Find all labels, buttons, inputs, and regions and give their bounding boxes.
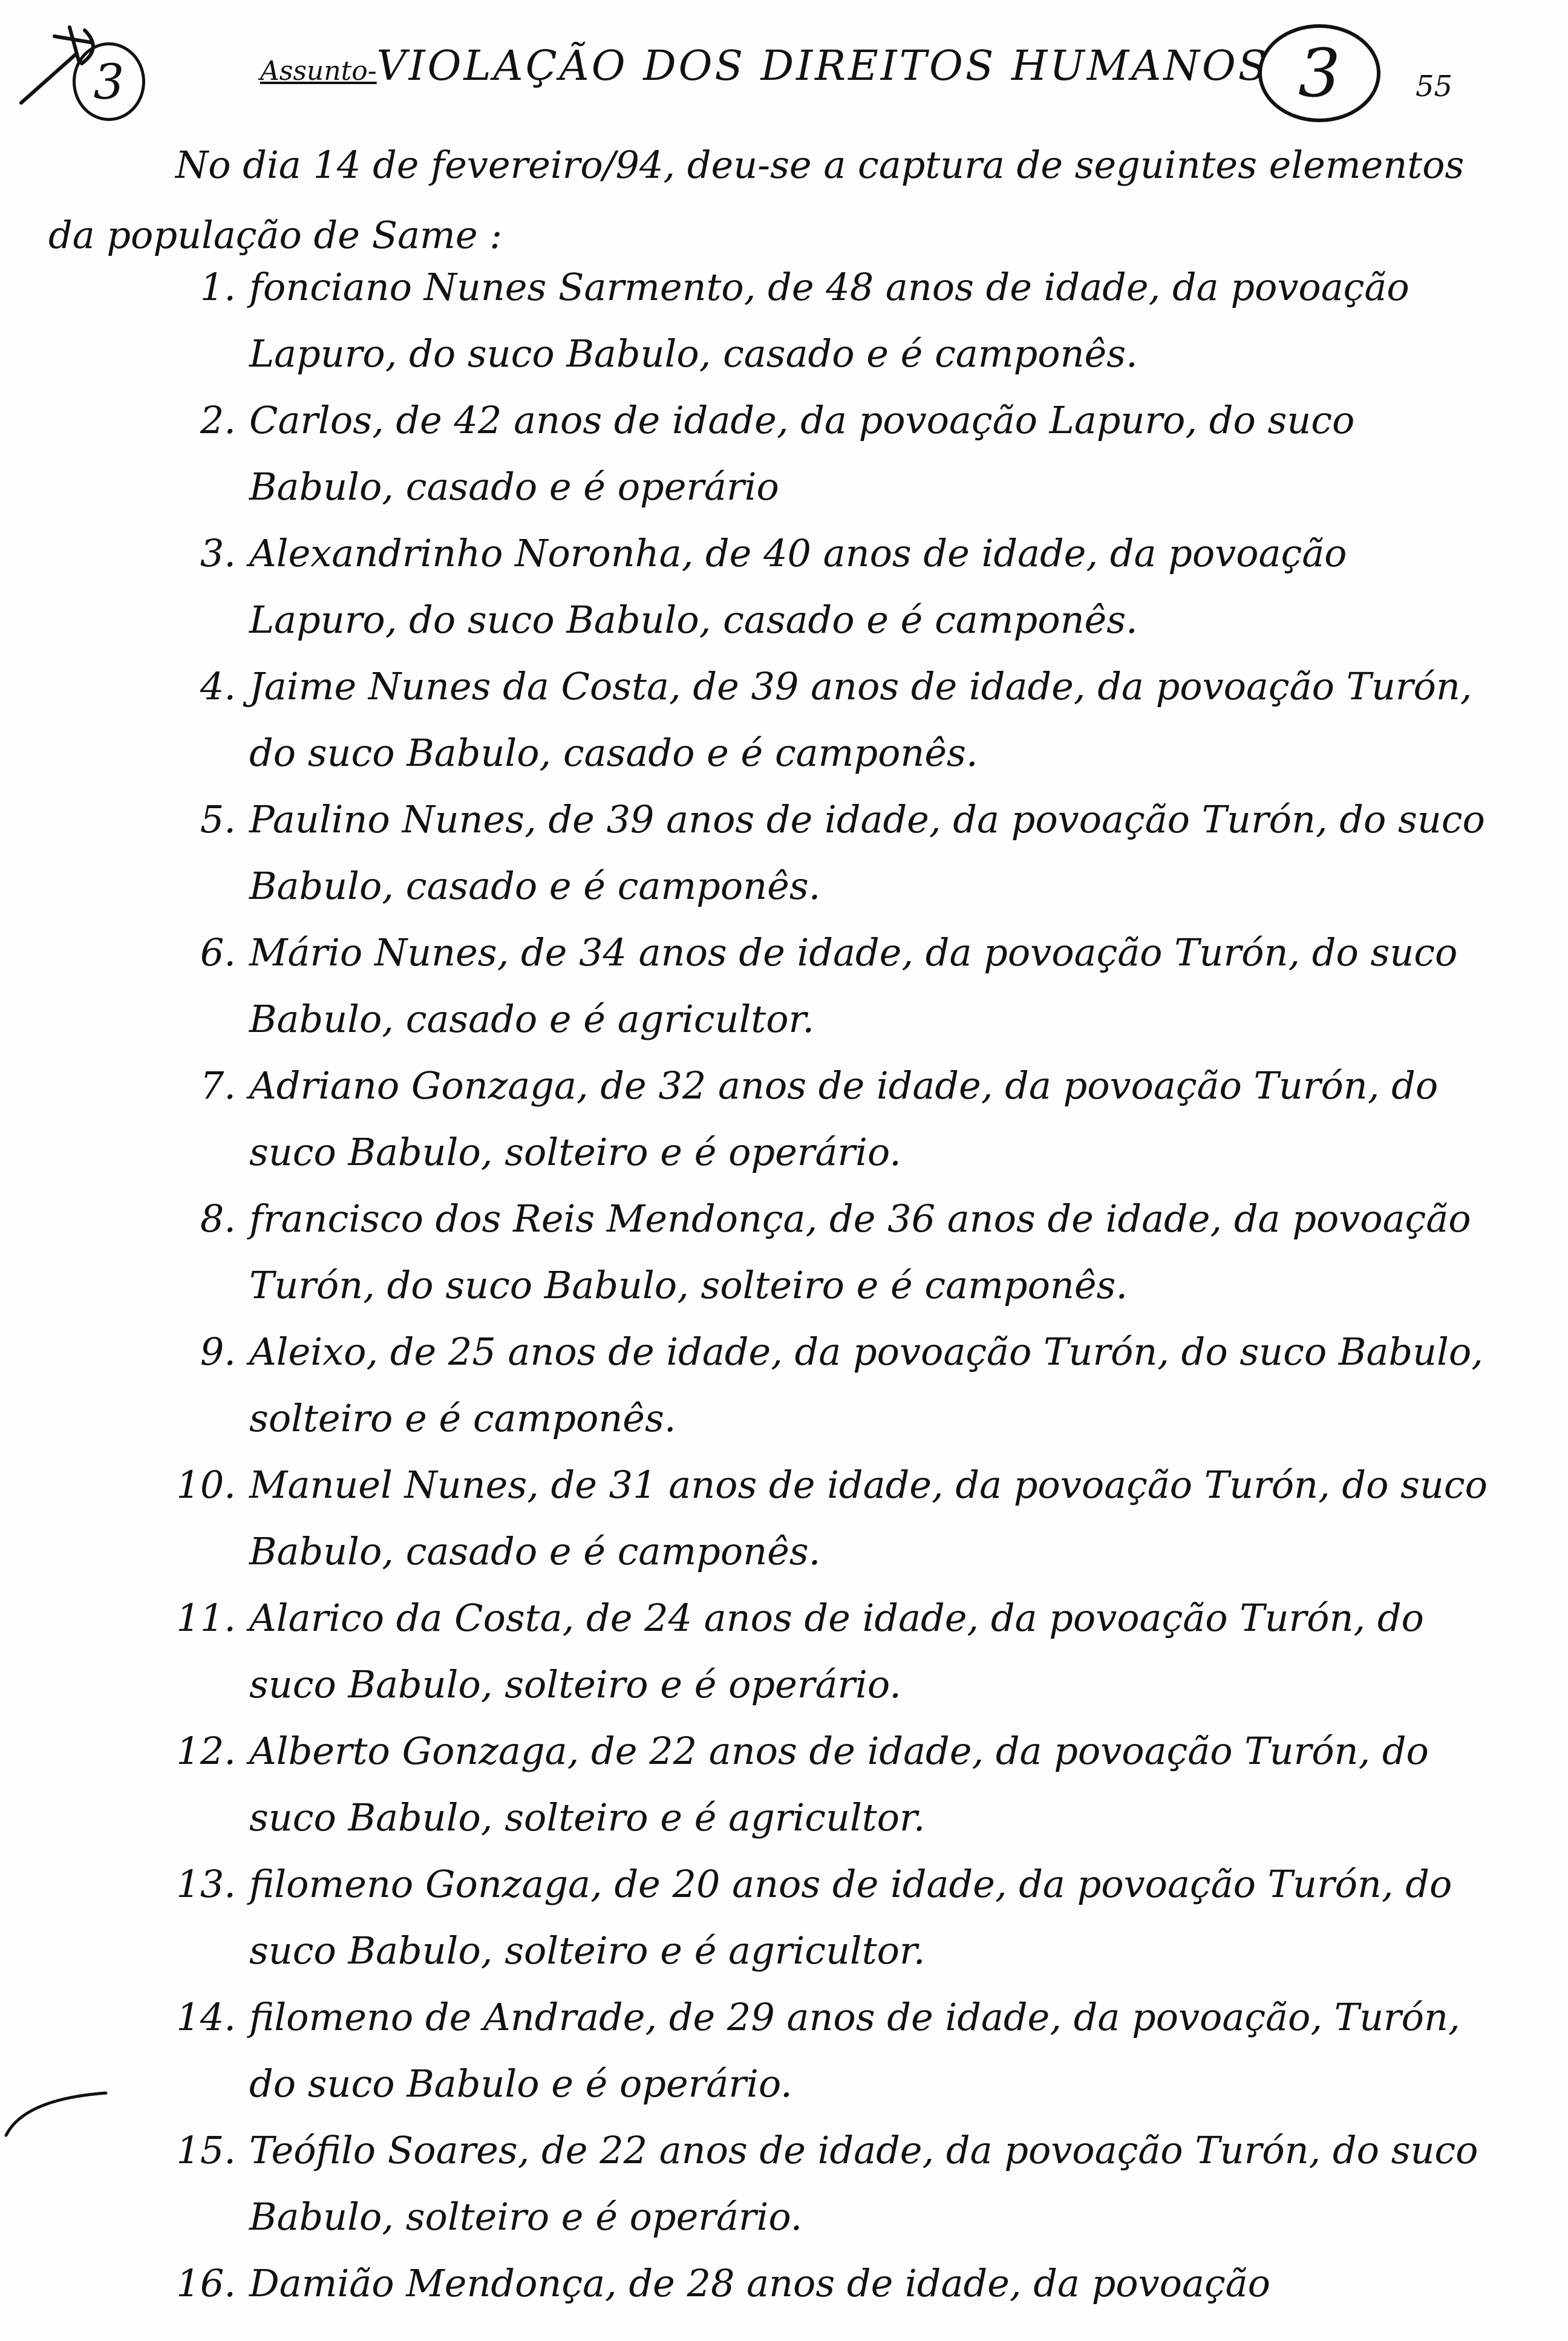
item-text: Damião Mendonça, de 28 anos de idade, da povoação bbox=[249, 2261, 1270, 2305]
list-item bbox=[169, 254, 1500, 387]
list-item bbox=[169, 1319, 1500, 1452]
item-number: 12. bbox=[176, 1729, 236, 1773]
item-number: 10. bbox=[176, 1463, 236, 1507]
document-header bbox=[260, 42, 1269, 90]
item-text: Adriano Gonzaga, de 32 anos de idade, da povoação Turón, do suco Babulo, solteiro e é operário. bbox=[249, 1063, 1439, 1174]
detainee-list bbox=[169, 254, 1500, 2317]
list-item bbox=[169, 1186, 1500, 1319]
item-number: 9. bbox=[200, 1330, 236, 1374]
item-number: 4. bbox=[200, 664, 236, 708]
item-text: Paulino Nunes, de 39 anos de idade, da povoação Turón, do suco Babulo, casado e é camponês. bbox=[249, 797, 1485, 908]
item-number: 6. bbox=[200, 930, 236, 975]
item-text: fonciano Nunes Sarmento, de 48 anos de idade, da povoação Lapuro, do suco Babulo, casado e é camponês. bbox=[249, 265, 1410, 376]
list-item bbox=[169, 653, 1500, 786]
intro-paragraph: No dia 14 de fevereiro/94, deu-se a captura de seguintes elementos da população de Same : bbox=[48, 143, 1465, 257]
list-item bbox=[169, 520, 1500, 653]
item-number: 14. bbox=[176, 1995, 236, 2039]
item-number: 1. bbox=[200, 265, 236, 309]
item-number: 3. bbox=[200, 531, 236, 575]
list-item bbox=[169, 387, 1500, 520]
item-text: francisco dos Reis Mendonça, de 36 anos de idade, da povoação Turón, do suco Babulo, solteiro e é camponês. bbox=[249, 1197, 1471, 1307]
item-number: 7. bbox=[200, 1063, 236, 1108]
item-text: Carlos, de 42 anos de idade, da povoação Lapuro, do suco Babulo, casado e é operário bbox=[249, 398, 1355, 509]
item-text: Manuel Nunes, de 31 anos de idade, da povoação Turón, do suco Babulo, casado e é camponês. bbox=[249, 1463, 1488, 1573]
subject-label: Assunto- bbox=[260, 56, 377, 87]
list-item bbox=[169, 2117, 1500, 2250]
list-item bbox=[169, 786, 1500, 919]
item-text: Teófilo Soares, de 22 anos de idade, da povoação Turón, do suco Babulo, solteiro e é operário. bbox=[249, 2128, 1478, 2239]
list-item bbox=[169, 1585, 1500, 1718]
list-item bbox=[169, 919, 1500, 1053]
item-text: Alberto Gonzaga, de 22 anos de idade, da povoação Turón, do suco Babulo, solteiro e é agricultor. bbox=[249, 1729, 1429, 1840]
list-item bbox=[169, 1984, 1500, 2117]
list-item bbox=[169, 2250, 1500, 2317]
item-text: Alexandrinho Noronha, de 40 anos de idade, da povoação Lapuro, do suco Babulo, casado e é camponês. bbox=[249, 531, 1347, 642]
item-number: 8. bbox=[200, 1197, 236, 1241]
item-number: 16. bbox=[176, 2261, 236, 2305]
item-text: filomeno Gonzaga, de 20 anos de idade, da povoação Turón, do suco Babulo, solteiro e é agricultor. bbox=[249, 1862, 1452, 1973]
item-text: Mário Nunes, de 34 anos de idade, da povoação Turón, do suco Babulo, casado e é agricultor. bbox=[249, 930, 1458, 1041]
circled-number-right-text: 3 bbox=[1298, 34, 1341, 112]
item-number: 13. bbox=[176, 1862, 236, 1906]
item-text: Aleixo, de 25 anos de idade, da povoação Turón, do suco Babulo, solteiro e é camponês. bbox=[249, 1330, 1483, 1440]
circled-number-right bbox=[1258, 24, 1380, 122]
margin-stroke-icon bbox=[0, 2081, 109, 2153]
item-text: filomeno de Andrade, de 29 anos de idade, da povoação, Turón, do suco Babulo e é operário. bbox=[249, 1995, 1460, 2106]
circled-number-left-text: 3 bbox=[93, 53, 125, 110]
list-item bbox=[169, 1851, 1500, 1984]
item-number: 5. bbox=[200, 797, 236, 841]
item-number: 11. bbox=[176, 1596, 236, 1640]
circled-number-left bbox=[73, 42, 145, 121]
list-item bbox=[169, 1718, 1500, 1851]
item-number: 15. bbox=[176, 2128, 236, 2172]
item-text: Alarico da Costa, de 24 anos de idade, da povoação Turón, do suco Babulo, solteiro e é operário. bbox=[249, 1596, 1424, 1706]
item-text: Jaime Nunes da Costa, de 39 anos de idade, da povoação Turón, do suco Babulo, casado e é camponês. bbox=[249, 664, 1472, 775]
document-title: VIOLAÇÃO DOS DIREITOS HUMANOS bbox=[376, 42, 1269, 90]
page-number: 55 bbox=[1416, 70, 1453, 103]
list-item bbox=[169, 1053, 1500, 1186]
item-number: 2. bbox=[200, 398, 236, 442]
list-item bbox=[169, 1452, 1500, 1585]
